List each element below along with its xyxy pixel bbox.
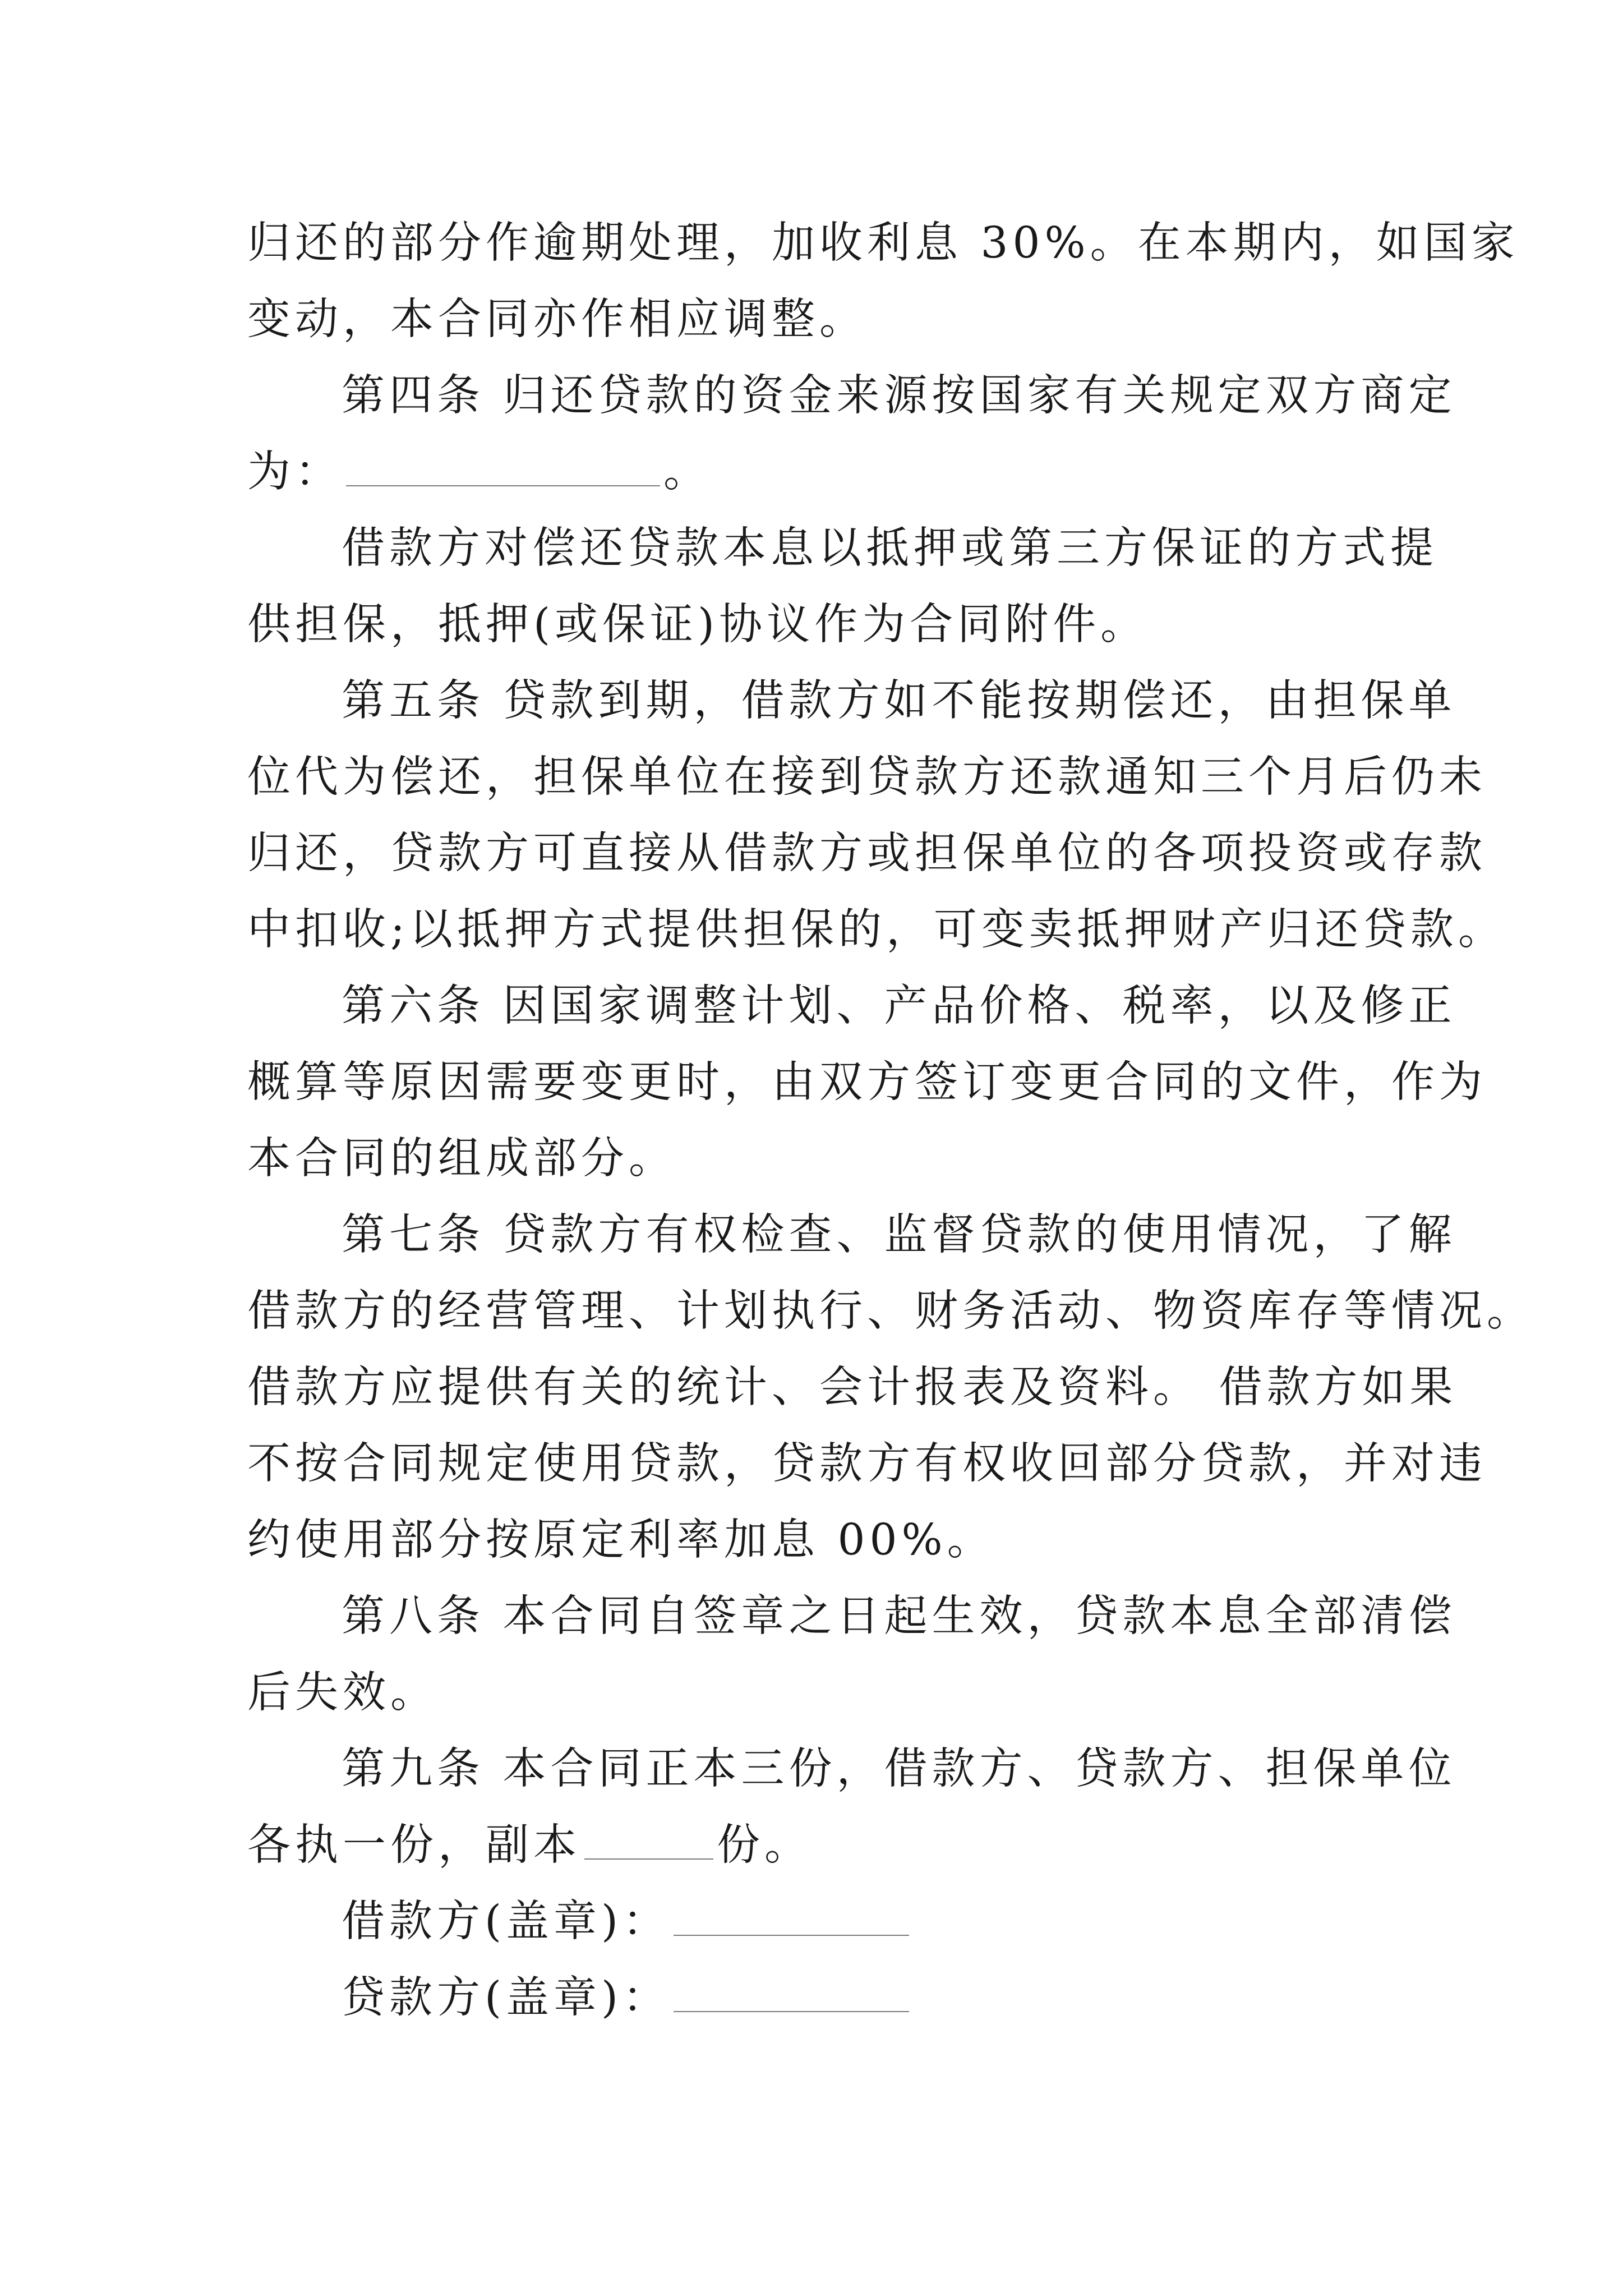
- article-4-line: [247, 434, 1386, 510]
- borrower-seal-blank[interactable]: [674, 1898, 909, 1936]
- text-fragment: 。: [663, 447, 711, 497]
- text-line: 变动，本合同亦作相应调整。: [247, 295, 867, 344]
- fill-in-blank[interactable]: [346, 448, 660, 486]
- text-line: 中扣收;以抵押方式提供担保的，可变卖抵押财产归还贷款。: [247, 905, 1506, 955]
- text-fragment: 各执一份，副本: [247, 1820, 581, 1870]
- text-line: 归还的部分作逾期处理，加收利息 30%。在本期内，如国家: [247, 218, 1519, 268]
- article-8-heading: 第八条 本合同自签章之日起生效，贷款本息全部清偿: [342, 1591, 1456, 1641]
- text-fragment: 为：: [247, 447, 343, 497]
- text-line: 借款方应提供有关的统计、会计报表及资料。 借款方如果: [247, 1363, 1458, 1412]
- article-6-heading: 第六条 因国家调整计划、产品价格、税率，以及修正: [342, 981, 1456, 1031]
- article-9-line: [247, 1807, 1386, 1884]
- article-4-heading: 第四条 归还贷款的资金来源按国家有关规定双方商定: [342, 371, 1456, 421]
- fill-in-blank[interactable]: [584, 1821, 713, 1860]
- contract-body: [247, 205, 1534, 2036]
- text-line: 约使用部分按原定利率加息 00%。: [247, 1515, 995, 1565]
- text-line: 供担保，抵押(或保证)协议作为合同附件。: [247, 600, 1149, 650]
- text-line: 后失效。: [247, 1668, 438, 1718]
- text-line: 位代为偿还，担保单位在接到贷款方还款通知三个月后仍未: [247, 752, 1487, 802]
- text-line: 归还，贷款方可直接从借款方或担保单位的各项投资或存款: [247, 829, 1487, 878]
- borrower-seal-label: 借款方(盖章)：: [342, 1897, 671, 1947]
- borrower-signature-line: [247, 1884, 1386, 1960]
- article-7-heading: 第七条 贷款方有权检查、监督贷款的使用情况，了解: [342, 1210, 1456, 1260]
- text-line: 概算等原因需要变更时，由双方签订变更合同的文件，作为: [247, 1057, 1487, 1107]
- paragraph-line: 借款方对偿还贷款本息以抵押或第三方保证的方式提: [342, 523, 1438, 573]
- text-line: 不按合同规定使用贷款，贷款方有权收回部分贷款，并对违: [247, 1439, 1487, 1489]
- lender-signature-line: [247, 1960, 1386, 2036]
- lender-seal-blank[interactable]: [674, 1974, 909, 2012]
- text-fragment: 份。: [717, 1820, 812, 1870]
- text-line: 借款方的经营管理、计划执行、财务活动、物资库存等情况。: [247, 1286, 1534, 1336]
- article-9-heading: 第九条 本合同正本三份，借款方、贷款方、担保单位: [342, 1744, 1456, 1794]
- text-line: 本合同的组成部分。: [247, 1134, 676, 1184]
- lender-seal-label: 贷款方(盖章)：: [342, 1973, 671, 2023]
- article-5-heading: 第五条 贷款到期，借款方如不能按期偿还，由担保单: [342, 676, 1456, 726]
